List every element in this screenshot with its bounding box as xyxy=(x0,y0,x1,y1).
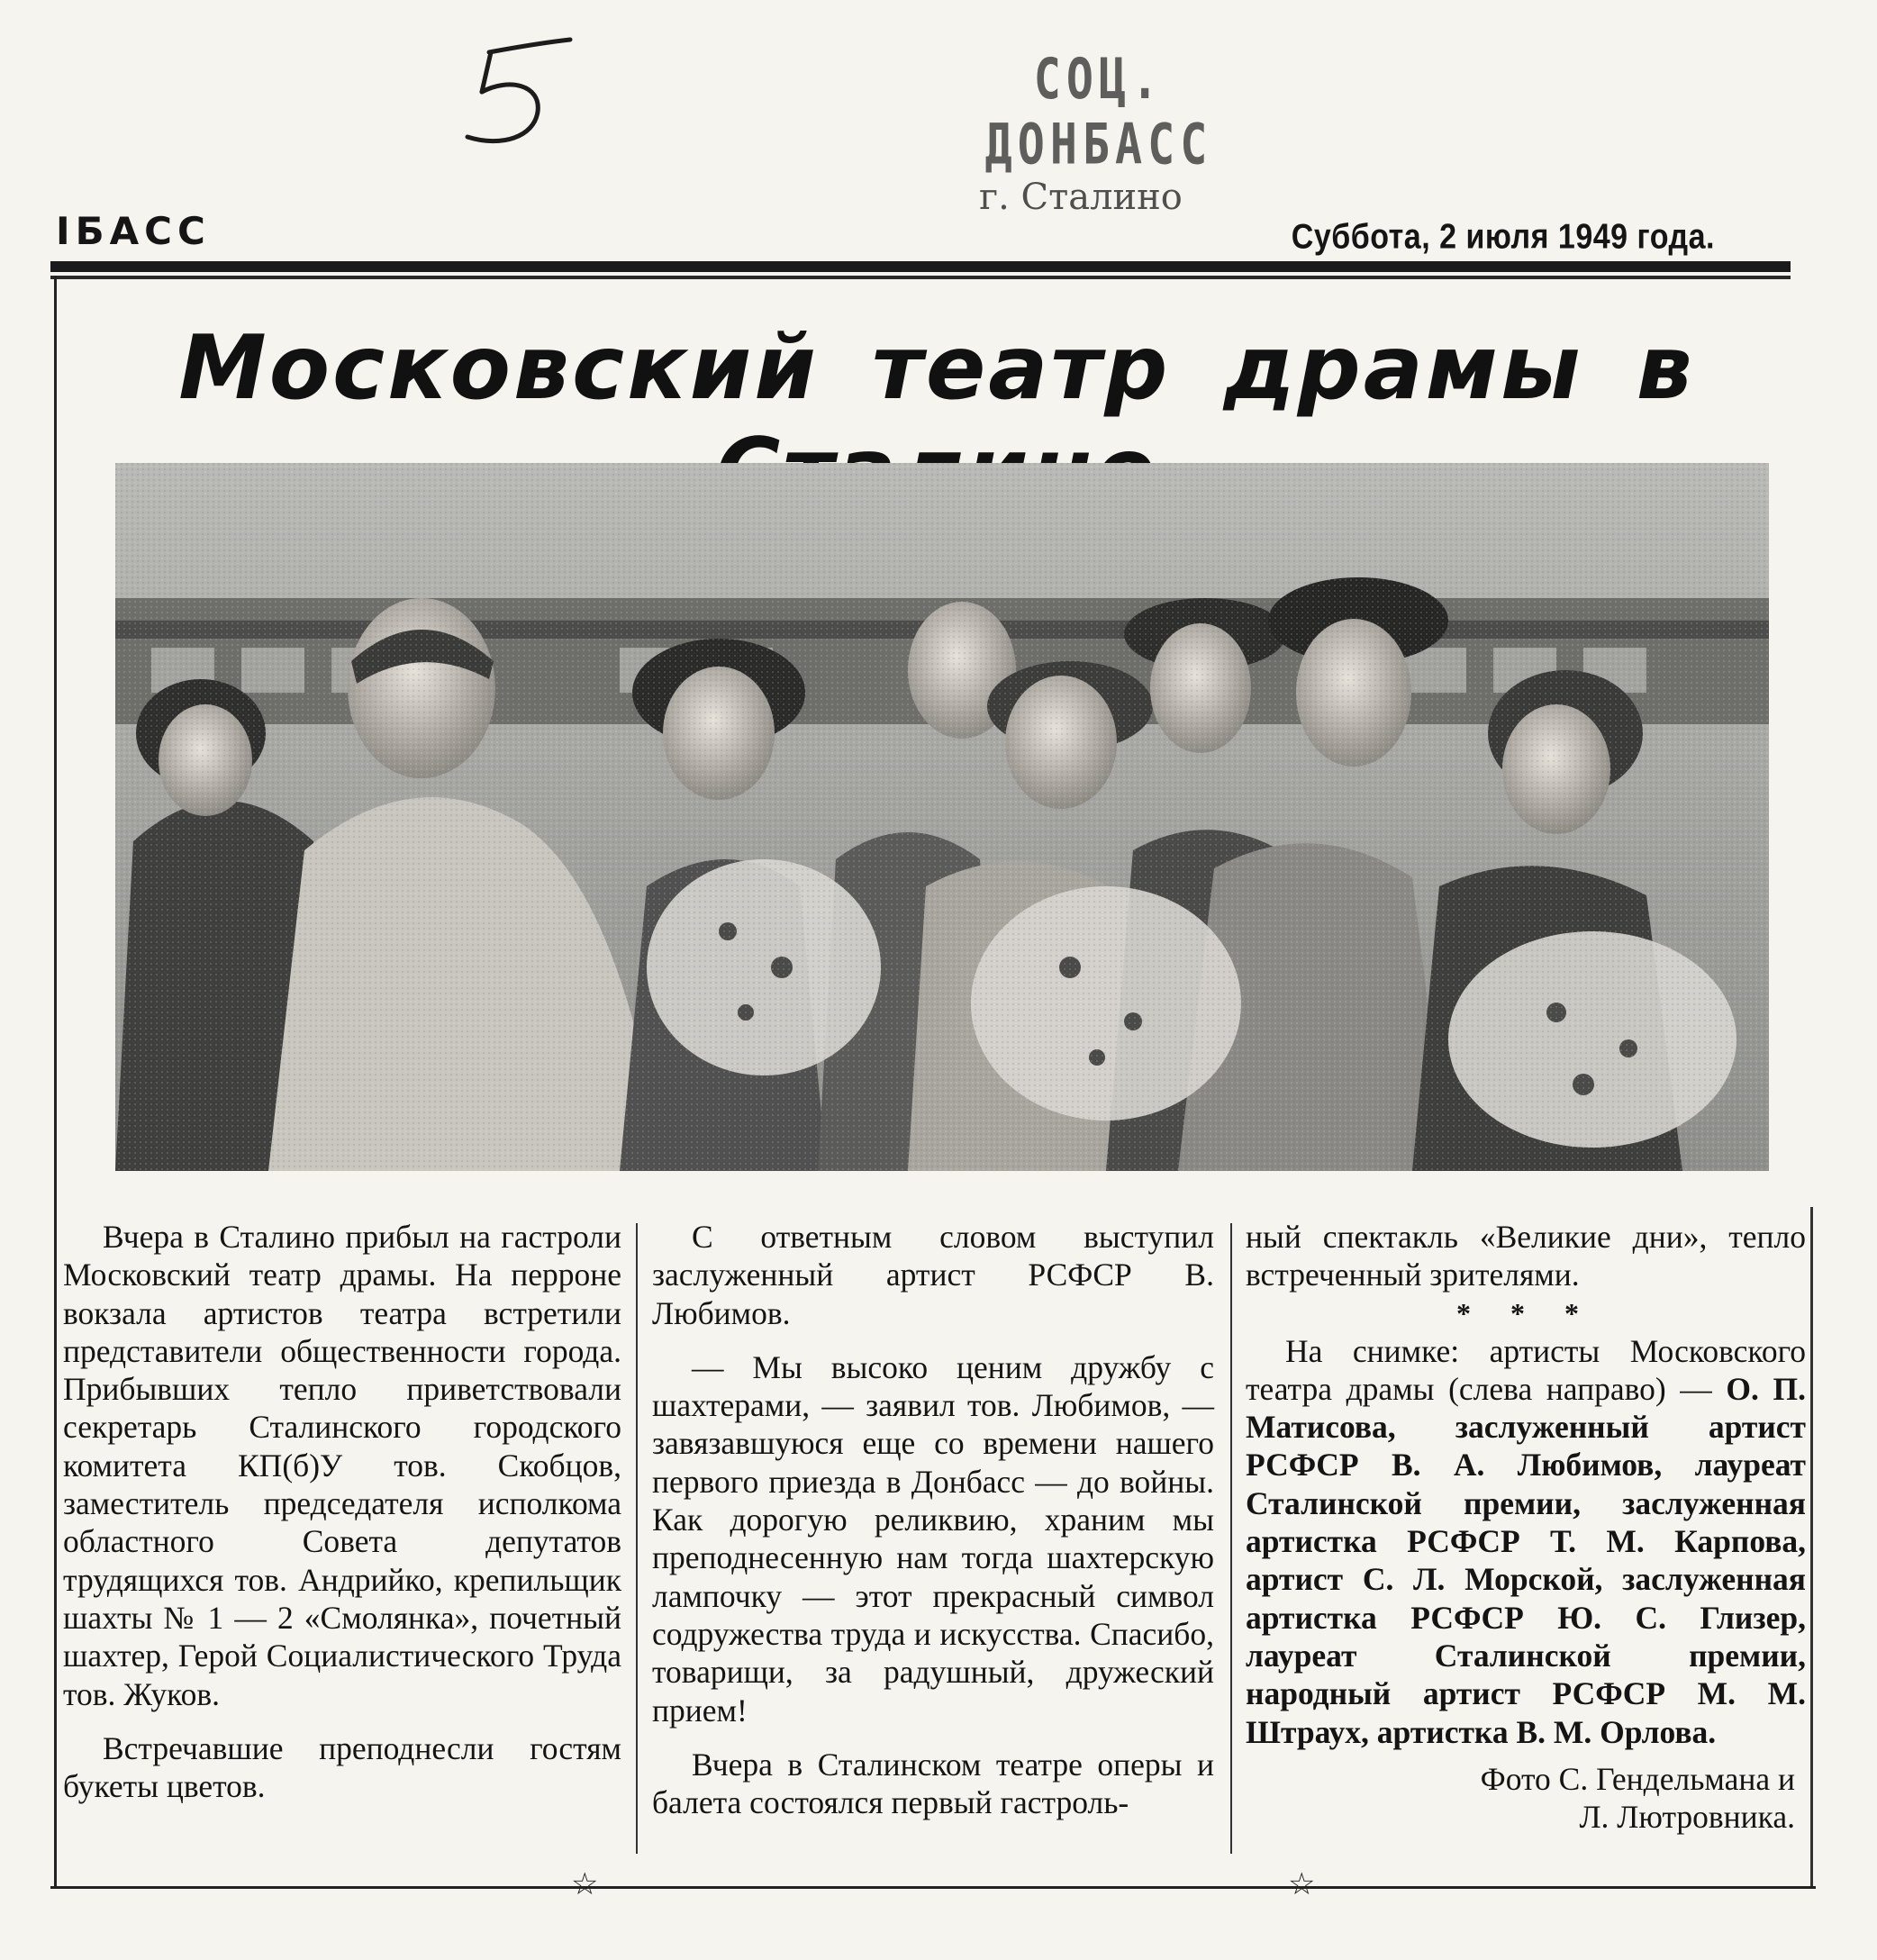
photo-caption-intro: На снимке: артисты Московского театра драмы (слева направо) — xyxy=(1246,1332,1806,1407)
article-paragraph: Вчера в Сталино прибыл на гастроли Московский театр драмы. На перроне вокзала артистов театра встретили представители общественности города. Прибывших тепло приветствовали секретарь Сталинского городского комитета КП(б)У тов. Скобцов, заместитель председателя исполкома областного Совета депутатов трудящихся тов. Андрийко, крепильщик шахты № 1 — 2 «Смолянка», почетный шахтер, Герой Социалистического Труда тов. Жуков. xyxy=(63,1219,621,1712)
stamp-newspaper-name: СОЦ. ДОНБАСС xyxy=(984,46,1213,177)
photo-caption-names: О. П. Матисова, заслуженный артист РСФСР В. А. Любимов, лауреат Сталинской премии, заслуженная артистка РСФСР Т. М. Карпова, артист С. Л. Морской, заслуженная артистка РСФСР Ю. С. Глизер, лауреат Сталинской премии, народный артист РСФСР М. М. Штраух, артистка В. М. Орлова. xyxy=(1246,1370,1806,1750)
masthead-paper-name: IБАСС xyxy=(56,209,211,253)
stamp-city: г. Сталино xyxy=(979,177,1183,218)
photo-caption xyxy=(1246,1332,1806,1751)
handwritten-archive-number xyxy=(455,36,581,153)
article-headline: Московский театр драмы в xyxy=(178,317,1695,420)
article-paragraph: — Мы высоко ценим дружбу с шахтерами, — заявил тов. Любимов, — завязавшуюся еще со времени нашего первого приезда в Донбасс — до войны. Как дорогую реликвию, храним мы преподнесенную нам тогда шахтерскую лампочку — этот прекрасный символ содружества труда и искусства. Спасибо, товарищи, за радушный, дружеский прием! xyxy=(652,1348,1214,1729)
article-paragraph: Вчера в Сталинском театре оперы и балета состоялся первый гастроль- xyxy=(652,1746,1214,1821)
section-separator: * * * xyxy=(1456,1296,1595,1329)
masthead-date: Суббота, 2 июля 1949 года. xyxy=(1291,217,1715,257)
photo-illustration xyxy=(115,463,1769,1171)
article-paragraph: С ответным словом выступил заслуженный артист РСФСР В. Любимов. xyxy=(652,1219,1214,1331)
photo-credit-line-1: Фото С. Гендельмана и xyxy=(1480,1760,1795,1797)
article-column-1 xyxy=(63,1218,621,1805)
star-ornament: ☆ xyxy=(571,1866,599,1902)
column-separator xyxy=(636,1223,638,1854)
photo-credit-line-2: Л. Лютровника. xyxy=(1579,1799,1795,1836)
library-stamp xyxy=(910,46,1288,218)
frame-bottom-border xyxy=(50,1886,1816,1889)
column-separator xyxy=(1230,1223,1232,1854)
masthead-rule-thin xyxy=(50,276,1791,279)
frame-right-border xyxy=(1810,1207,1813,1888)
article-column-2 xyxy=(652,1218,1214,1821)
article-paragraph: Встречавшие преподнесли гостям букеты цветов. xyxy=(63,1729,621,1805)
article-paragraph: ный спектакль «Великие дни», тепло встреченный зрителями. xyxy=(1246,1219,1806,1293)
article-photograph xyxy=(115,463,1769,1171)
masthead-rule xyxy=(50,261,1791,272)
article-column-3 xyxy=(1246,1218,1806,1836)
star-ornament: ☆ xyxy=(1288,1866,1316,1902)
